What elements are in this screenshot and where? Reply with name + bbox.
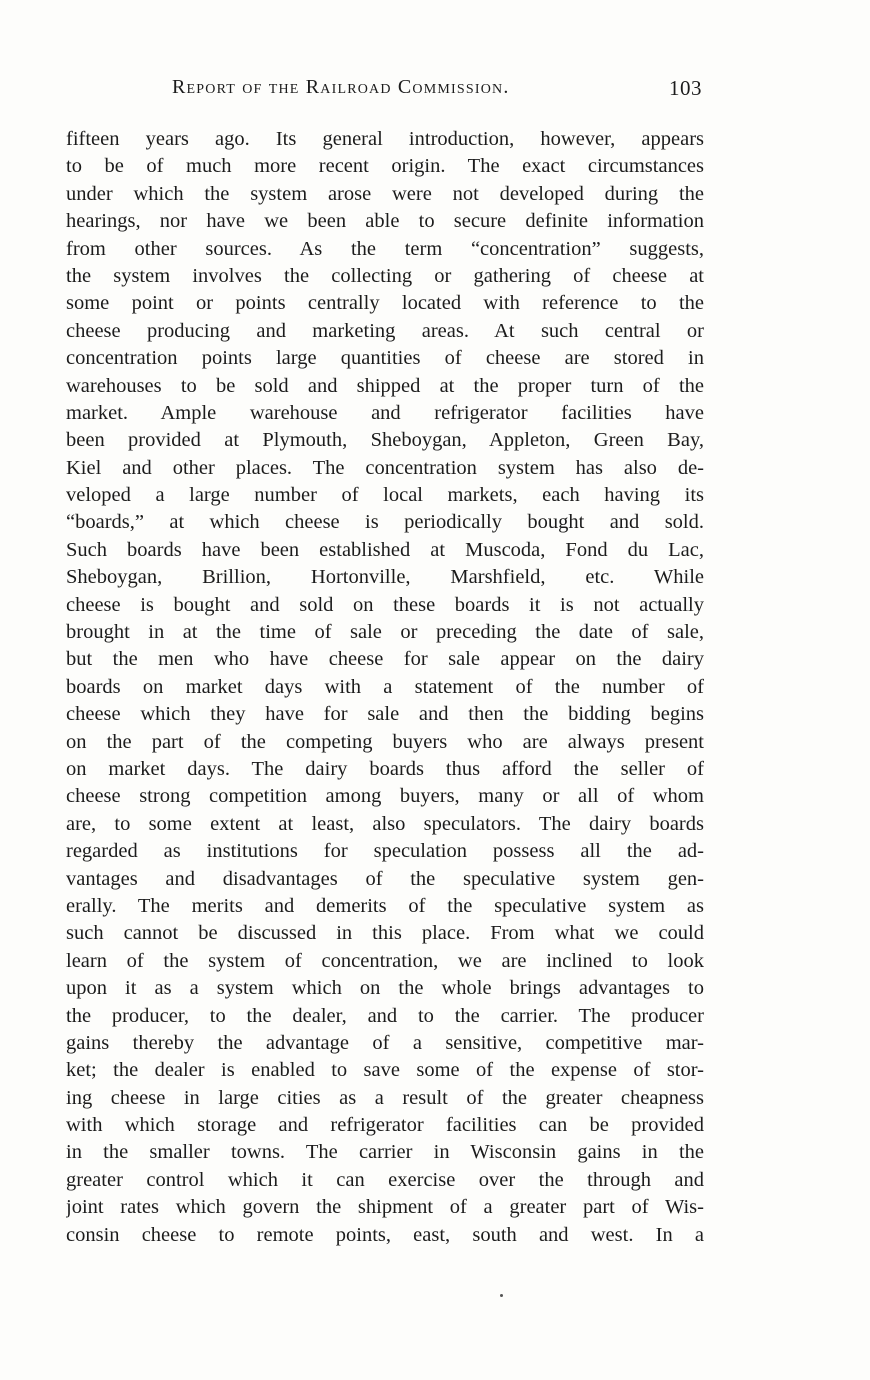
text-line: greater control which it can exercise over the through and xyxy=(66,1168,704,1191)
text-line: market. Ample warehouse and refrigerator facilities have xyxy=(66,401,704,424)
text-line: upon it as a system which on the whole brings advantages to xyxy=(66,977,704,1000)
text-line: fifteen years ago. Its general introduction, however, appears xyxy=(66,128,704,150)
text-line: erally. The merits and demerits of the speculative system as xyxy=(66,894,704,917)
text-line: Such boards have been established at Muscoda, Fond du Lac, xyxy=(66,538,704,561)
text-line: warehouses to be sold and shipped at the proper turn of the xyxy=(66,374,704,397)
text-line: in the smaller towns. The carrier in Wisconsin gains in the xyxy=(66,1141,704,1164)
body-text xyxy=(66,126,704,1249)
text-line: cheese strong competition among buyers, many or all of whom xyxy=(66,785,704,808)
text-line: cheese producing and marketing areas. At such central or xyxy=(66,319,704,342)
text-line: boards on market days with a statement of the number of xyxy=(66,675,704,698)
text-line: on the part of the competing buyers who are always present xyxy=(66,730,704,753)
text-line: but the men who have cheese for sale appear on the dairy xyxy=(66,648,704,671)
text-line: such cannot be discussed in this place. From what we could xyxy=(66,922,704,945)
text-line: “boards,” at which cheese is periodically bought and sold. xyxy=(66,511,704,534)
text-line: learn of the system of concentration, we are inclined to look xyxy=(66,949,704,972)
text-line: been provided at Plymouth, Sheboygan, Appleton, Green Bay, xyxy=(66,429,704,452)
text-line: the system involves the collecting or gathering of cheese at xyxy=(66,264,704,287)
text-line: brought in at the time of sale or preceding the date of sale, xyxy=(66,621,704,644)
text-line: with which storage and refrigerator facilities can be provided xyxy=(66,1114,704,1137)
text-line: some point or points centrally located with reference to the xyxy=(66,292,704,315)
text-line: ket; the dealer is enabled to save some of the expense of stor- xyxy=(66,1059,704,1082)
text-line: the producer, to the dealer, and to the carrier. The producer xyxy=(66,1004,704,1027)
text-line: concentration points large quantities of cheese are stored in xyxy=(66,347,704,370)
text-line: are, to some extent at least, also speculators. The dairy boards xyxy=(66,812,704,835)
text-line: consin cheese to remote points, east, south and west. In a xyxy=(66,1223,704,1246)
text-line: gains thereby the advantage of a sensitive, competitive mar- xyxy=(66,1031,704,1054)
text-line: regarded as institutions for speculation possess all the ad- xyxy=(66,840,704,863)
text-line: vantages and disadvantages of the speculative system gen- xyxy=(66,867,704,890)
running-title: Report of the Railroad Commission. xyxy=(172,76,510,98)
text-line: cheese which they have for sale and then the bidding begins xyxy=(66,703,704,726)
text-line: joint rates which govern the shipment of a greater part of Wis- xyxy=(66,1196,704,1219)
text-line: ing cheese in large cities as a result of the greater cheapness xyxy=(66,1086,704,1109)
text-line: cheese is bought and sold on these boards it is not actually xyxy=(66,593,704,616)
text-line: to be of much more recent origin. The exact circumstances xyxy=(66,155,704,178)
page-header xyxy=(172,76,702,106)
text-line: under which the system arose were not developed during the xyxy=(66,182,704,205)
text-line: Sheboygan, Brillion, Hortonville, Marshfield, etc. While xyxy=(66,566,704,589)
text-line: veloped a large number of local markets, each having its xyxy=(66,484,704,507)
text-line: hearings, nor have we been able to secure definite information xyxy=(66,210,704,233)
page-number: 103 xyxy=(669,76,702,100)
text-line: on market days. The dairy boards thus afford the seller of xyxy=(66,757,704,780)
print-speck xyxy=(500,1294,503,1297)
text-line: from other sources. As the term “concentration” suggests, xyxy=(66,237,704,260)
text-line: Kiel and other places. The concentration system has also de- xyxy=(66,456,704,479)
